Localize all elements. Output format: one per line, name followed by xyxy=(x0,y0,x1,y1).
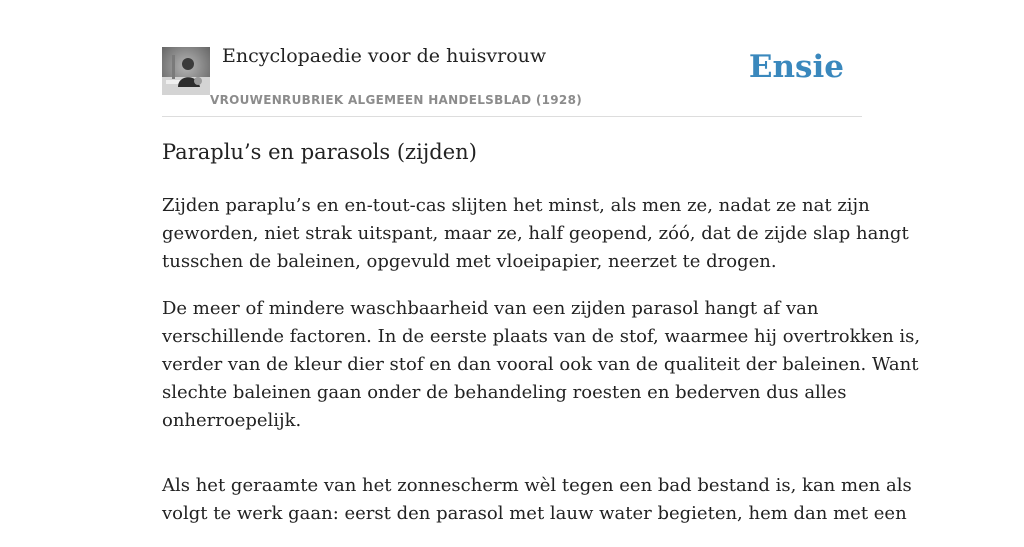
article-title: Paraplu’s en parasols (zijden) xyxy=(162,140,477,164)
text-line: geworden, niet strak uitspant, maar ze, half geopend, zóó, dat de zijde slap hangt xyxy=(162,223,909,244)
text-line: slechte baleinen gaan onder de behandeling roesten en bederven dus alles xyxy=(162,382,847,403)
paragraph xyxy=(162,472,912,528)
person-photo-icon xyxy=(162,47,210,95)
text-line: onherroepelijk. xyxy=(162,410,302,431)
text-line: De meer of mindere waschbaarheid van een zijden parasol hangt af van xyxy=(162,298,819,319)
text-line: Als het geraamte van het zonnescherm wèl tegen een bad bestand is, kan men als xyxy=(162,475,912,496)
paragraph xyxy=(162,192,909,276)
site-subtitle: VROUWENRUBRIEK ALGEMEEN HANDELSBLAD (1928) xyxy=(210,93,583,107)
site-title[interactable]: Encyclopaedie voor de huisvrouw xyxy=(222,45,547,67)
text-line: tusschen de baleinen, opgevuld met vloeipapier, neerzet te drogen. xyxy=(162,251,777,272)
text-line: volgt te werk gaan: eerst den parasol met lauw water begieten, hem dan met een xyxy=(162,503,907,524)
text-line: Zijden paraplu’s en en-tout-cas slijten het minst, als men ze, nadat ze nat zijn xyxy=(162,195,870,216)
site-header xyxy=(162,0,862,117)
article-body xyxy=(162,192,921,547)
paragraph xyxy=(162,295,921,435)
avatar[interactable] xyxy=(162,47,210,95)
text-line: verder van de kleur dier stof en dan vooral ook van de qualiteit der baleinen. Want xyxy=(162,354,919,375)
text-line: verschillende factoren. In de eerste plaats van de stof, waarmee hij overtrokken is, xyxy=(162,326,921,347)
brand-logo-link[interactable]: Ensie xyxy=(748,49,844,85)
